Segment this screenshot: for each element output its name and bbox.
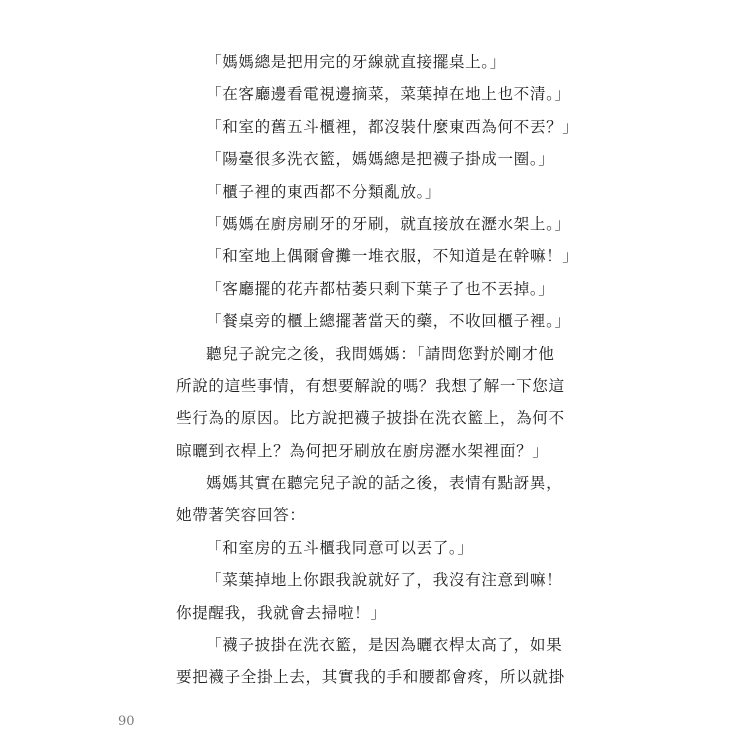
text-line: 「和室的舊五斗櫃裡，都沒裝什麼東西為何不丟？」 xyxy=(206,117,579,136)
text-line: 「媽媽在廚房刷牙的牙刷，就直接放在瀝水架上。」 xyxy=(206,214,571,233)
text-line: 「襪子披掛在洗衣籃，是因為曬衣桿太高了，如果 xyxy=(206,636,563,655)
text-line: 她帶著笑容回答： xyxy=(176,506,306,525)
text-line: 所說的這些事情，有想要解說的嗎？我想了解一下您這 xyxy=(176,376,565,395)
text-line: 「和室地上偶爾會攤一堆衣服，不知道是在幹嘛！」 xyxy=(206,247,579,266)
text-line: 你提醒我，我就會去掃啦！」 xyxy=(176,603,387,622)
text-line: 「櫃子裡的東西都不分類亂放。」 xyxy=(206,182,442,201)
text-line: 媽媽其實在聽完兒子說的話之後，表情有點訝異， xyxy=(206,474,563,493)
text-line: 聽兒子說完之後，我問媽媽：「請問您對於剛才他 xyxy=(206,344,555,363)
text-line: 「餐桌旁的櫃上總擺著當天的藥，不收回櫃子裡。」 xyxy=(206,312,571,331)
body-text xyxy=(176,46,596,694)
text-line: 些行為的原因。比方說把襪子披掛在洗衣籃上，為何不 xyxy=(176,409,565,428)
text-line: 「媽媽總是把用完的牙線就直接擺桌上。」 xyxy=(206,53,506,71)
page-number: 90 xyxy=(118,714,135,729)
text-line: 「陽臺很多洗衣籃，媽媽總是把襪子掛成一圈。」 xyxy=(206,150,555,169)
text-line: 「菜葉掉地上你跟我說就好了，我沒有注意到嘛！ xyxy=(206,571,563,590)
text-line: 「和室房的五斗櫃我同意可以丟了。」 xyxy=(206,538,474,557)
text-line: 「在客廳邊看電視邊摘菜，菜葉掉在地上也不清。」 xyxy=(206,85,571,104)
text-line: 要把襪子全掛上去，其實我的手和腰都會疼，所以就掛 xyxy=(176,668,565,687)
text-line: 「客廳擺的花卉都枯萎只剩下葉子了也不丟掉。」 xyxy=(206,279,555,298)
text-line: 晾曬到衣桿上？為何把牙刷放在廚房瀝水架裡面？」 xyxy=(176,441,549,460)
